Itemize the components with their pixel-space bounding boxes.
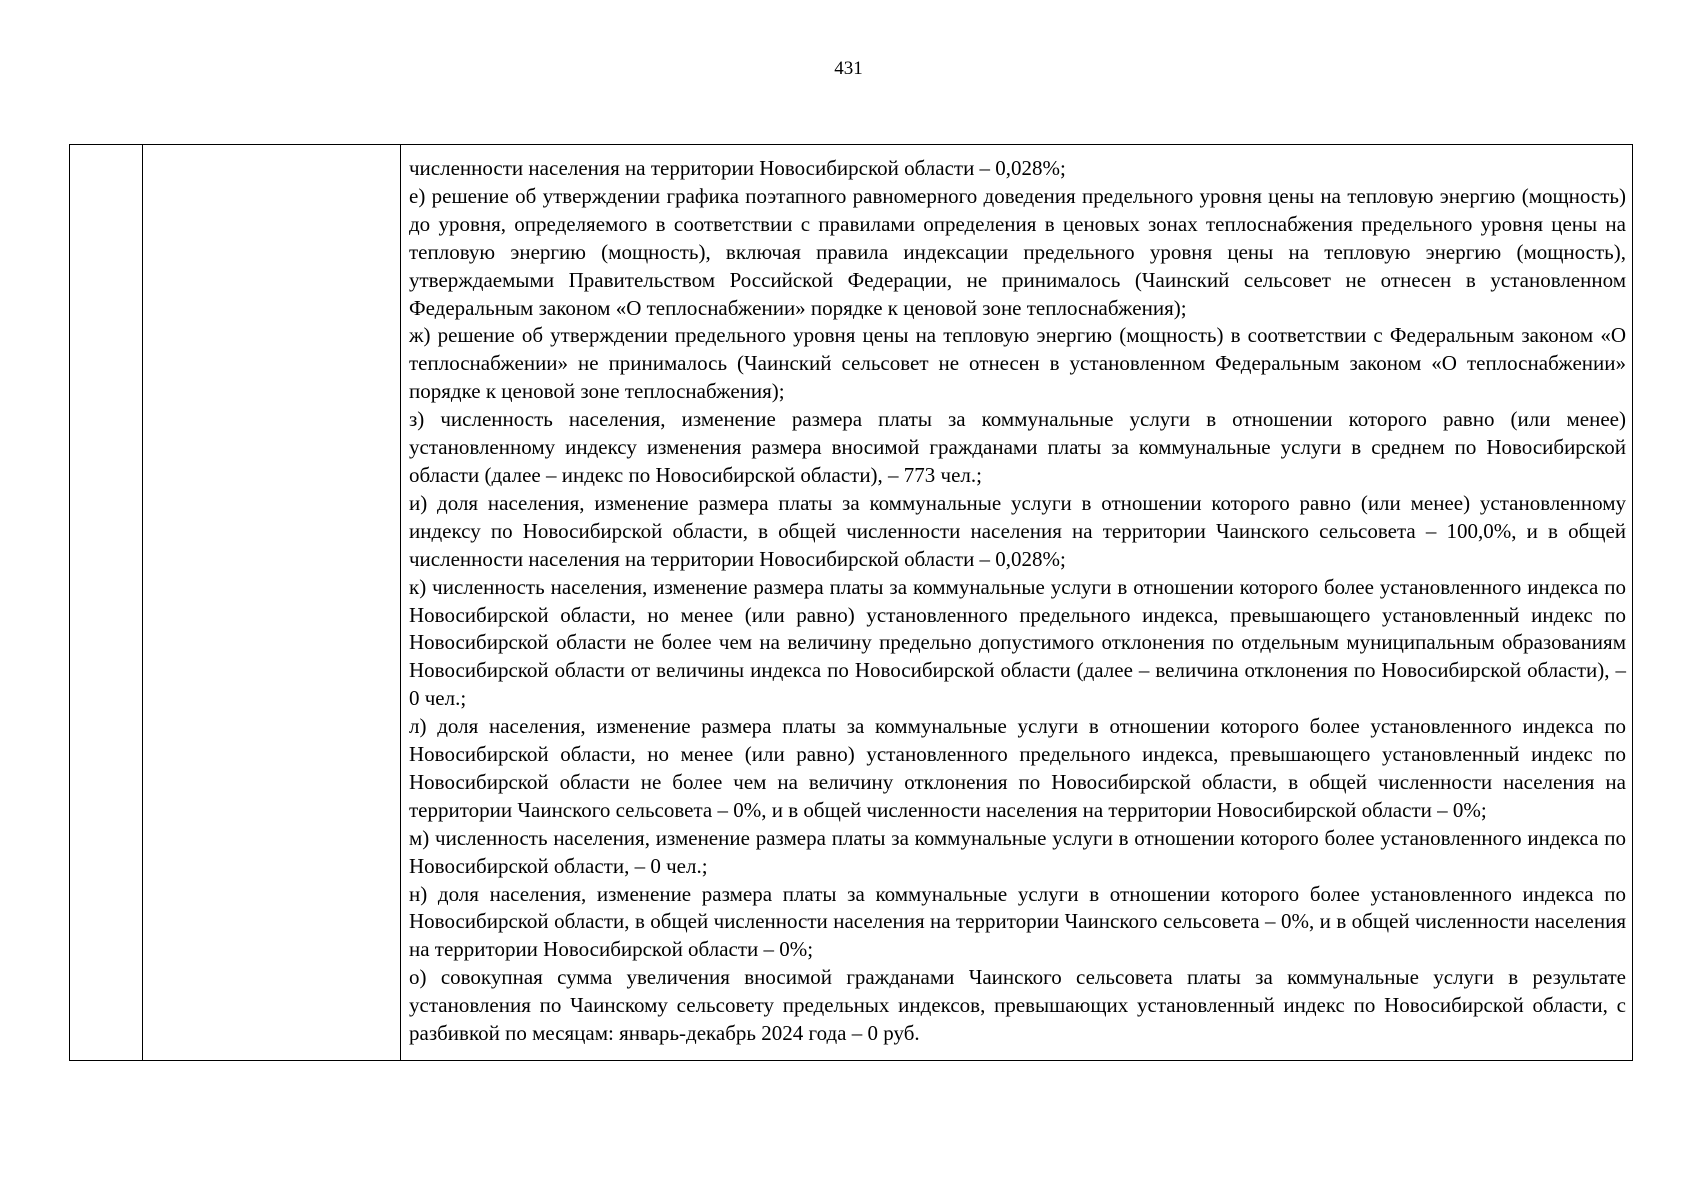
paragraph-item-m: м) численность населения, изменение размера платы за коммунальные услуги в отношении которого более установленного индекса по Новосибирской области, – 0 чел.; [409, 825, 1626, 878]
table-cell-name [143, 145, 401, 1061]
paragraph-item-l: л) доля населения, изменение размера платы за коммунальные услуги в отношении которого более установленного индекса по Новосибирской области, но менее (или равно) установленного предельного индекса, превышающего установленный индекс по Новосибирской области не более чем на величину отклонения по Новосибирской области, в общей численности населения на территории Чаинского сельсовета – 0%, и в общей численности населения на территории Новосибирской области – 0%; [409, 714, 1626, 822]
paragraph-item-k: к) численность населения, изменение размера платы за коммунальные услуги в отношении которого более установленного индекса по Новосибирской области, но менее (или равно) установленного предельного индекса, превышающего установленный индекс по Новосибирской области не более чем на величину предельно допустимого отклонения по отдельным муниципальным образованиям Новосибирской области от величины индекса по Новосибирской области (далее – величина отклонения по Новосибирской области), – 0 чел.; [409, 574, 1626, 711]
paragraph-continuation: численности населения на территории Новосибирской области – 0,028%; [409, 156, 1066, 180]
document-table [69, 144, 1633, 1061]
table-cell-number [70, 145, 143, 1061]
paragraph-item-o: о) совокупная сумма увеличения вносимой гражданами Чаинского сельсовета платы за коммунальные услуги в результате установления по Чаинскому сельсовету предельных индексов, превышающих установленный индекс по Новосибирской области, с разбивкой по месяцам: январь-декабрь 2024 года – 0 руб. [409, 965, 1626, 1046]
paragraph-item-i: и) доля населения, изменение размера платы за коммунальные услуги в отношении которого равно (или менее) установленному индексу по Новосибирской области, в общей численности населения на территории Чаинского сельсовета – 100,0%, и в общей численности населения на территории Новосибирской области – 0,028%; [409, 490, 1626, 571]
page-number: 431 [834, 58, 863, 79]
paragraph-item-n: н) доля населения, изменение размера платы за коммунальные услуги в отношении которого более установленного индекса по Новосибирской области, в общей численности населения на территории Чаинского сельсовета – 0%, и в общей численности населения на территории Новосибирской области – 0%; [409, 881, 1626, 962]
cell-text-block [401, 145, 1632, 1060]
paragraph-item-z: з) численность населения, изменение размера платы за коммунальные услуги в отношении которого равно (или менее) установленному индексу изменения размера вносимой гражданами платы за коммунальные услуги в среднем по Новосибирской области (далее – индекс по Новосибирской области), – 773 чел.; [409, 407, 1626, 487]
paragraph-item-e: е) решение об утверждении графика поэтапного равномерного доведения предельного уровня цены на тепловую энергию (мощность) до уровня, определяемого в соответствии с правилами определения в ценовых зонах теплоснабжения предельного уровня цены на тепловую энергию (мощность), включая правила индексации предельного уровня цены на тепловую энергию (мощность), утверждаемыми Правительством Российской Федерации, не принималось (Чаинский сельсовет не отнесен в установленном Федеральным законом «О теплоснабжении» порядке к ценовой зоне теплоснабжения); [409, 183, 1626, 320]
table-row [70, 145, 1633, 1061]
table-cell-content [401, 145, 1633, 1061]
paragraph-item-zh: ж) решение об утверждении предельного уровня цены на тепловую энергию (мощность) в соответствии с Федеральным законом «О теплоснабжении» не принималось (Чаинский сельсовет не отнесен в установленном Федеральным законом «О теплоснабжении» порядке к ценовой зоне теплоснабжения); [409, 323, 1626, 404]
